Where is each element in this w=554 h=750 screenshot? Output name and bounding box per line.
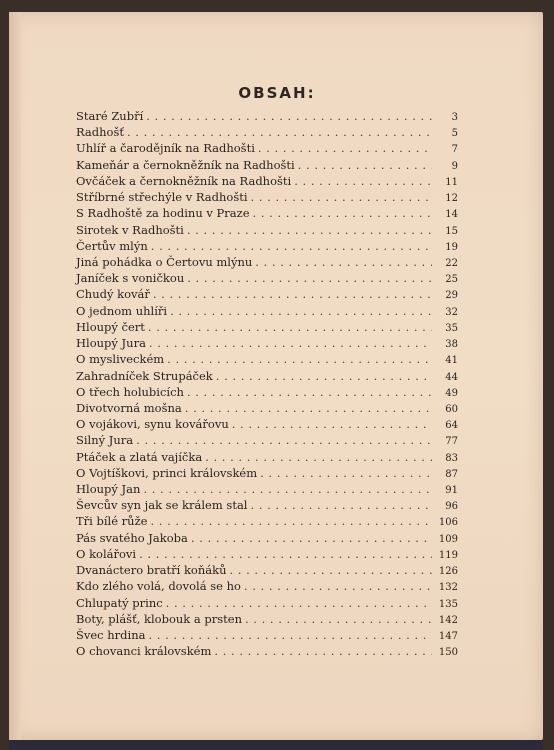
- toc-entry: [76, 174, 458, 190]
- toc-leader-dots: [187, 385, 432, 399]
- toc-entry-page: 126: [438, 566, 458, 578]
- toc-entry: [76, 369, 458, 385]
- toc-entry-page: 19: [445, 241, 458, 253]
- toc-entry-title: O mysliveckém: [76, 352, 165, 367]
- toc-entry: [76, 239, 458, 255]
- toc-entry-title: Kameňár a černokněžník na Radhošti: [76, 157, 295, 172]
- toc-entry: [76, 336, 458, 352]
- toc-entry-title: O třech holubicích: [76, 384, 184, 399]
- toc-leader-dots: [187, 271, 432, 285]
- toc-entry-page: 91: [445, 485, 458, 497]
- toc-entry-title: Pás svatého Jakoba: [76, 530, 188, 545]
- toc-entry-page: 14: [445, 209, 458, 221]
- toc-entry-page: 29: [445, 290, 458, 302]
- toc-entry: [76, 433, 458, 449]
- toc-entry-title: Ovčáček a černokněžník na Radhošti: [76, 173, 292, 188]
- toc-leader-dots: [167, 352, 432, 366]
- toc-entry-page: 135: [438, 598, 458, 610]
- toc-leader-dots: [244, 579, 432, 593]
- toc-entry: [76, 596, 458, 612]
- toc-leader-dots: [136, 433, 432, 447]
- toc-entry-title: Hloupý čert: [76, 319, 145, 334]
- toc-entry: [76, 352, 458, 368]
- toc-entry-page: 64: [445, 420, 458, 432]
- toc-leader-dots: [127, 125, 432, 139]
- toc-entry-page: 35: [445, 322, 458, 334]
- toc-entry-page: 83: [445, 452, 458, 464]
- toc-entry-page: 106: [438, 517, 458, 529]
- toc-leader-dots: [139, 547, 432, 561]
- toc-entry-title: Tři bílé růže: [76, 514, 148, 529]
- toc-leader-dots: [216, 369, 432, 383]
- toc-entry-title: Ševcův syn jak se králem stal: [76, 498, 248, 513]
- toc-entry-page: 119: [438, 549, 458, 561]
- toc-entry-page: 41: [445, 355, 458, 367]
- toc-entry-title: Boty, plášť, klobouk a prsten: [76, 611, 242, 626]
- toc-entry-page: 147: [438, 631, 458, 642]
- toc-entry: [76, 628, 458, 644]
- toc-entry-page: 44: [445, 371, 458, 383]
- toc-entry-title: Silný Jura: [76, 433, 134, 448]
- toc-entry: [76, 644, 458, 660]
- toc-leader-dots: [143, 482, 432, 496]
- toc-entry-page: 109: [438, 533, 458, 545]
- toc-leader-dots: [229, 563, 432, 577]
- toc-leader-dots: [232, 417, 432, 431]
- toc-entry-page: 22: [445, 257, 458, 269]
- toc-entry-page: 5: [451, 128, 458, 140]
- toc-entry-title: Švec hrdina: [76, 628, 146, 642]
- toc-entry-title: O Vojtíškovi, princi královském: [76, 465, 258, 480]
- toc-entry: [76, 206, 458, 222]
- toc-entry-page: 38: [445, 339, 458, 351]
- toc-entry-page: 132: [438, 582, 458, 594]
- toc-entry-title: O chovanci královském: [76, 644, 212, 659]
- toc-entry: [76, 320, 458, 336]
- page-title: OBSAH:: [238, 84, 316, 102]
- toc-entry-title: O kolářovi: [76, 546, 137, 561]
- toc-entry-page: 77: [445, 436, 458, 448]
- toc-entry-page: 3: [451, 112, 458, 123]
- toc-entry: [76, 466, 458, 482]
- toc-leader-dots: [294, 174, 432, 188]
- toc-entry: [76, 287, 458, 303]
- toc-leader-dots: [150, 514, 432, 528]
- toc-entry: [76, 255, 458, 271]
- toc-entry-title: O jednom uhlíři: [76, 303, 168, 318]
- toc-leader-dots: [146, 109, 432, 123]
- toc-entry-title: Divotvorná mošna: [76, 400, 182, 415]
- toc-entry-title: Jiná pohádka o Čertovu mlýnu: [76, 254, 253, 269]
- toc-leader-dots: [298, 158, 432, 172]
- toc-leader-dots: [245, 612, 432, 626]
- toc-leader-dots: [253, 206, 432, 220]
- toc-entry: [76, 141, 458, 157]
- toc-entry-title: Staré Zubří: [76, 109, 144, 123]
- toc-entry: [76, 531, 458, 547]
- toc-leader-dots: [258, 141, 432, 155]
- toc-leader-dots: [255, 255, 432, 269]
- toc-entry: [76, 482, 458, 498]
- toc-entry: [76, 109, 458, 125]
- toc-entry-page: 142: [438, 614, 458, 626]
- toc-leader-dots: [187, 223, 432, 237]
- toc-entry-title: Radhošť: [76, 125, 124, 140]
- toc-entry: [76, 385, 458, 401]
- toc-entry: [76, 547, 458, 563]
- toc-entry: [76, 304, 458, 320]
- toc-leader-dots: [250, 498, 432, 512]
- toc-entry-page: 32: [445, 306, 458, 318]
- toc-entry-title: Stříbrné střechýle v Radhošti: [76, 190, 248, 205]
- toc-entry: [76, 158, 458, 174]
- toc-leader-dots: [148, 320, 432, 334]
- toc-entry: [76, 417, 458, 433]
- toc-leader-dots: [153, 287, 432, 301]
- toc-leader-dots: [260, 466, 432, 480]
- toc-entry-title: Hloupý Jura: [76, 336, 146, 351]
- toc-entry-title: Sirotek v Radhošti: [76, 222, 184, 237]
- toc-leader-dots: [251, 190, 432, 204]
- toc-entry: [76, 498, 458, 514]
- toc-entry-page: 96: [445, 501, 458, 513]
- toc-entry-page: 15: [445, 225, 458, 237]
- toc-entry-page: 25: [445, 274, 458, 286]
- toc-entry: [76, 612, 458, 628]
- toc-leader-dots: [148, 628, 432, 642]
- toc-entry: [76, 223, 458, 239]
- toc-entry-title: Hloupý Jan: [76, 482, 141, 497]
- toc-entry-title: Uhlíř a čarodějník na Radhošti: [76, 141, 255, 156]
- toc-entry-page: 60: [445, 403, 458, 415]
- toc-entry-title: Chlupatý princ: [76, 595, 163, 610]
- toc-leader-dots: [214, 644, 432, 658]
- toc-entry-title: Dvanáctero bratří koňáků: [76, 563, 227, 578]
- toc-entry-title: O vojákovi, synu kovářovu: [76, 417, 229, 432]
- toc-entry-page: 87: [445, 468, 458, 480]
- toc-leader-dots: [185, 401, 432, 415]
- toc-entry-page: 7: [451, 144, 458, 156]
- toc-entry-title: Janíček s voničkou: [76, 271, 185, 286]
- toc-entry-page: 49: [445, 387, 458, 399]
- toc-entry-title: Čertův mlýn: [76, 238, 148, 253]
- bottom-binding: [9, 740, 543, 750]
- toc-entry-title: S Radhoště za hodinu v Praze: [76, 206, 250, 221]
- toc-entry-page: 11: [445, 176, 458, 188]
- toc-entry-page: 12: [445, 193, 458, 205]
- toc-leader-dots: [166, 596, 432, 610]
- page-left-edge: [9, 12, 21, 740]
- toc-entry-title: Ptáček a zlatá vajíčka: [76, 449, 203, 464]
- toc-leader-dots: [170, 304, 432, 318]
- toc-entry: [76, 579, 458, 595]
- toc-entry: [76, 190, 458, 206]
- toc-entry: [76, 563, 458, 579]
- toc-leader-dots: [151, 239, 432, 253]
- toc-entry-title: Kdo zlého volá, dovolá se ho: [76, 579, 241, 594]
- toc-entry-page: 9: [451, 160, 458, 172]
- toc-entry-page: 150: [438, 647, 458, 659]
- toc-entry: [76, 450, 458, 466]
- toc-entry: [76, 125, 458, 141]
- toc-leader-dots: [149, 336, 432, 350]
- toc-entry: [76, 401, 458, 417]
- toc-entry: [76, 514, 458, 530]
- toc-entry-title: Zahradníček Strupáček: [76, 368, 213, 383]
- toc-leader-dots: [205, 450, 432, 464]
- toc-leader-dots: [191, 531, 432, 545]
- toc-entry-title: Chudý kovář: [76, 287, 150, 302]
- table-of-contents: [76, 109, 458, 660]
- toc-entry: [76, 271, 458, 287]
